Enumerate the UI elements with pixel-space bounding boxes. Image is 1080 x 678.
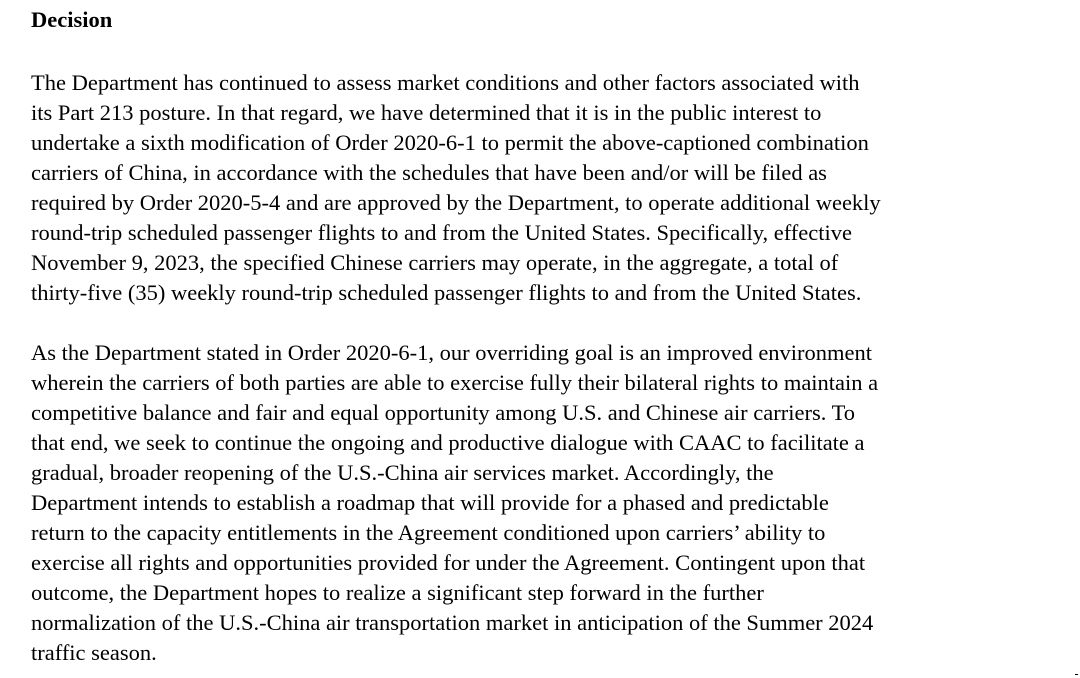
paragraph-line: November 9, 2023, the specified Chinese carriers may operate, in the aggregate, a total of	[31, 250, 839, 275]
paragraph-line: gradual, broader reopening of the U.S.-China air services market. Accordingly, the	[31, 460, 774, 485]
paragraph-line: traffic season.	[31, 640, 157, 665]
paragraph-line: exercise all rights and opportunities provided for under the Agreement. Contingent upon that	[31, 550, 866, 575]
paragraph-line: As the Department stated in Order 2020-6-1, our overriding goal is an improved environment	[31, 340, 873, 365]
paragraph-line: carriers of China, in accordance with the schedules that have been and/or will be filed as	[31, 160, 827, 185]
paragraph-line: round-trip scheduled passenger flights to and from the United States. Specifically, effective	[31, 220, 853, 245]
spacer	[31, 308, 1071, 338]
paragraph-line: normalization of the U.S.-China air transportation market in anticipation of the Summer 2024	[31, 610, 874, 635]
paragraph-line: that end, we seek to continue the ongoing and productive dialogue with CAAC to facilitate a	[31, 430, 865, 455]
paragraph-line: required by Order 2020-5-4 and are approved by the Department, to operate additional weekly	[31, 190, 881, 215]
page-edge-mark	[1075, 674, 1078, 675]
paragraph-line: thirty-five (35) weekly round-trip scheduled passenger flights to and from the United States.	[31, 280, 862, 305]
paragraph-line: its Part 213 posture. In that regard, we have determined that it is in the public interest to	[31, 100, 822, 125]
section-heading: Decision	[31, 7, 113, 32]
paragraph-line: wherein the carriers of both parties are able to exercise fully their bilateral rights to maintain a	[31, 370, 879, 395]
paragraph-line: The Department has continued to assess market conditions and other factors associated with	[31, 70, 860, 95]
paragraph-line: competitive balance and fair and equal opportunity among U.S. and Chinese air carriers. To	[31, 400, 855, 425]
paragraph-line: Department intends to establish a roadmap that will provide for a phased and predictable	[31, 490, 829, 515]
spacer	[31, 34, 1071, 68]
paragraph-line: return to the capacity entitlements in the Agreement conditioned upon carriers’ ability to	[31, 520, 826, 545]
paragraph-2	[31, 338, 1071, 668]
paragraph-1	[31, 68, 1071, 308]
document-page	[31, 6, 1071, 668]
paragraph-line: undertake a sixth modification of Order 2020-6-1 to permit the above-captioned combination	[31, 130, 869, 155]
paragraph-line: outcome, the Department hopes to realize a significant step forward in the further	[31, 580, 764, 605]
